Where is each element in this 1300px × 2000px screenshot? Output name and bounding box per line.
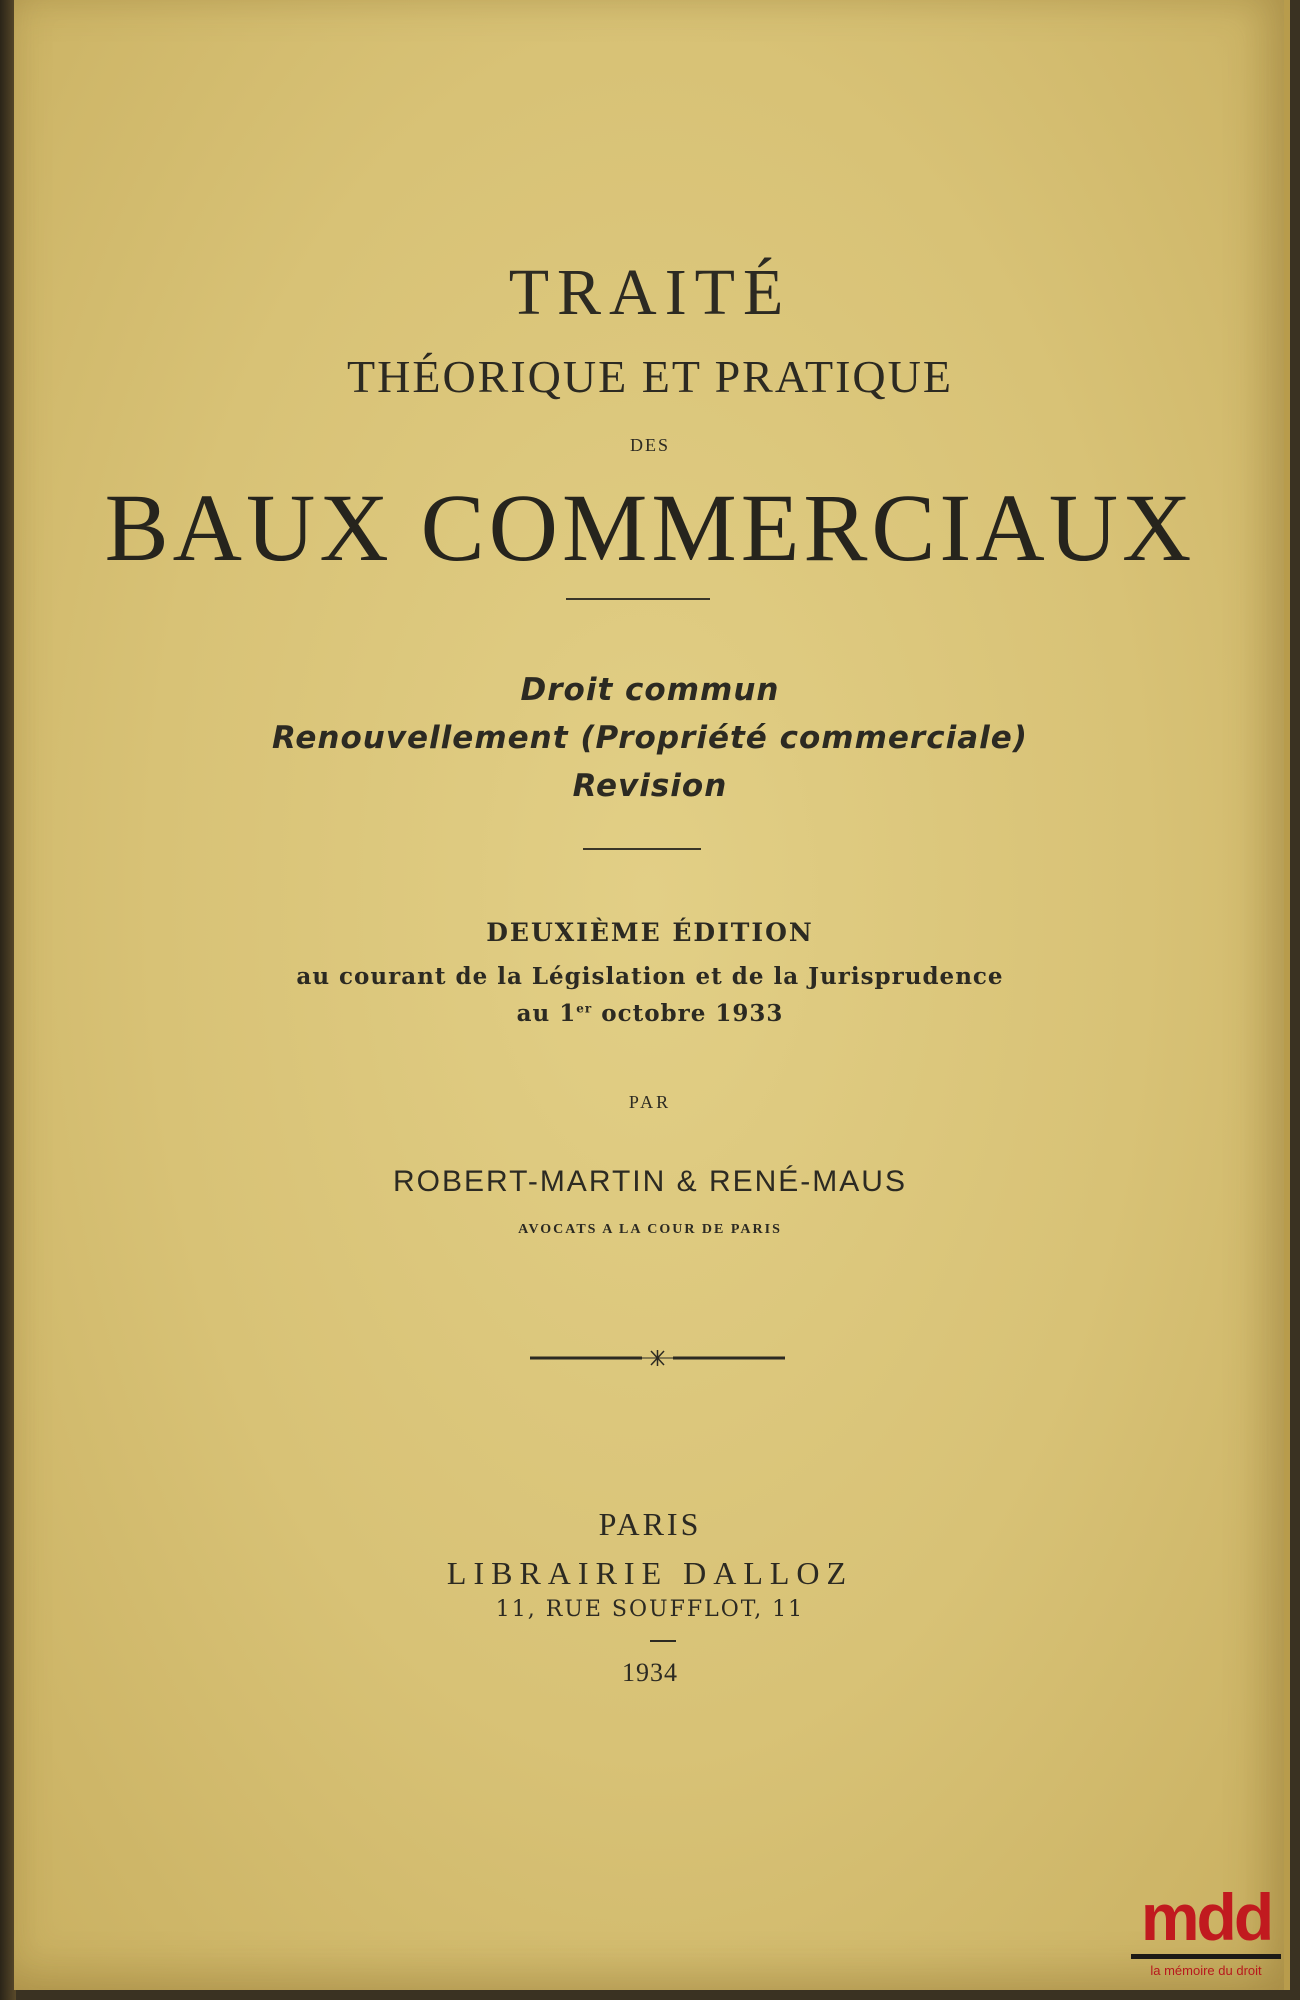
publisher-name: LIBRAIRIE DALLOZ <box>446 1555 854 1591</box>
subtitle-droit-commun: Droit commun <box>520 672 780 708</box>
par-label: PAR <box>628 1092 672 1112</box>
title-des: DES <box>629 435 670 455</box>
mdd-watermark-logo <box>1126 1882 1286 1992</box>
edition-label: DEUXIÈME ÉDITION <box>486 918 814 947</box>
edition-date-suffix: octobre 1933 <box>592 1000 784 1027</box>
mdd-logo-mark: mdd <box>1140 1880 1272 1954</box>
ornament-divider-icon <box>530 1348 785 1368</box>
subtitle-revision: Revision <box>572 768 728 804</box>
authors: ROBERT-MARTIN & RENÉ-MAUS <box>393 1165 907 1198</box>
publication-year: 1934 <box>622 1658 678 1687</box>
subtitle-divider <box>583 848 701 850</box>
mdd-logo-bar <box>1131 1954 1281 1959</box>
title-theorique-et-pratique: THÉORIQUE ET PRATIQUE <box>347 351 953 402</box>
publisher-address: 11, RUE SOUFFLOT, 11 <box>495 1597 805 1622</box>
subtitle-renouvellement: Renouvellement (Propriété commerciale) <box>272 720 1028 756</box>
edition-date-prefix: au 1 <box>516 1000 577 1027</box>
title-traite: TRAITÉ <box>508 256 792 329</box>
edition-currency-note: au courant de la Législation et de la Jurisprudence <box>296 963 1004 990</box>
publisher-city: PARIS <box>598 1506 702 1542</box>
title-baux-commerciaux: BAUX COMMERCIAUX <box>104 474 1196 581</box>
mdd-logo-caption: la mémoire du droit <box>1150 1963 1262 1978</box>
authors-title: AVOCATS A LA COUR DE PARIS <box>518 1222 782 1237</box>
title-divider <box>566 598 710 600</box>
edition-date <box>0 1000 1300 1027</box>
year-dash <box>650 1640 676 1642</box>
edition-date-sup: er <box>576 1001 593 1016</box>
